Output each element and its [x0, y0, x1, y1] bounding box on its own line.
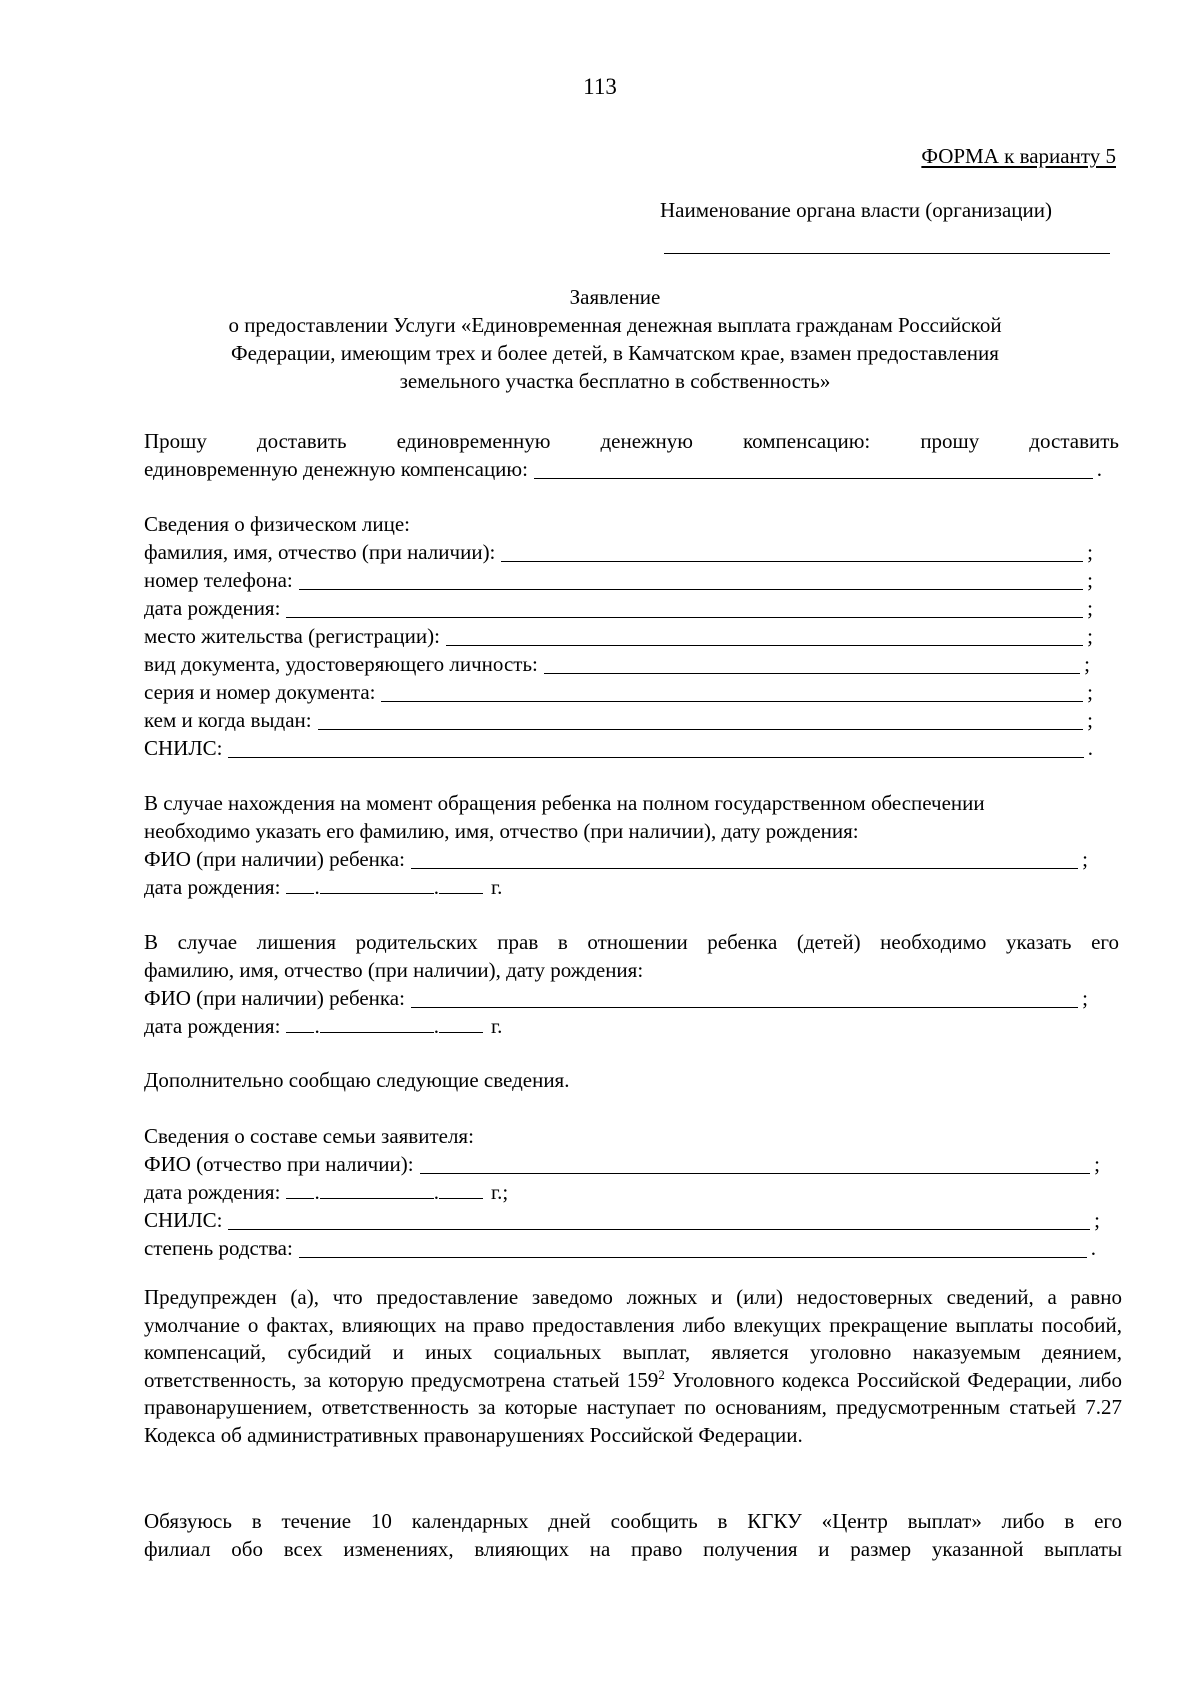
- field-end: ;: [1087, 568, 1093, 592]
- person-heading: Сведения о физическом лице:: [144, 512, 410, 536]
- request-line-2: [144, 455, 1102, 483]
- field-end: ;: [1084, 652, 1090, 676]
- request-section: [144, 427, 1119, 483]
- child-fio-input[interactable]: [411, 987, 1078, 1008]
- form-variant-label: ФОРМА к варианту 5: [921, 144, 1116, 168]
- year-suffix: г.;: [490, 1180, 509, 1204]
- additional-info-text: Дополнительно сообщаю следующие сведения.: [144, 1068, 570, 1092]
- year-suffix: г.: [490, 875, 503, 899]
- person-field-birthdate: [144, 594, 1093, 622]
- person-field-id-type: [144, 650, 1090, 678]
- family-section: [144, 1122, 1119, 1262]
- request-line-1: Прошу доставить единовременную денежную компенсацию: прошу доставить: [144, 429, 1119, 453]
- birth-month-input[interactable]: [320, 1178, 434, 1199]
- birth-month-input[interactable]: [320, 873, 434, 894]
- birth-year-input[interactable]: [439, 1012, 483, 1033]
- obligation-line-1: Обязуюсь в течение 10 календарных дней сообщить в КГКУ «Центр выплат» либо в его: [144, 1509, 1122, 1533]
- title-line-1: Заявление: [569, 285, 661, 309]
- field-end: ;: [1082, 986, 1088, 1010]
- person-field-issued-by: [144, 706, 1093, 734]
- field-label: дата рождения:: [144, 596, 281, 620]
- family-heading: Сведения о составе семьи заявителя:: [144, 1124, 474, 1148]
- field-label: ФИО (при наличии) ребенка:: [144, 986, 405, 1010]
- field-label: серия и номер документа:: [144, 680, 376, 704]
- deprivation-line-1: В случае лишения родительских прав в отношении ребенка (детей) необходимо указать его: [144, 930, 1119, 954]
- doc-number-input[interactable]: [381, 681, 1083, 702]
- field-end: ;: [1087, 540, 1093, 564]
- request-label: единовременную денежную компенсацию:: [144, 457, 528, 481]
- fio-input[interactable]: [501, 541, 1083, 562]
- field-end: ;: [1094, 1208, 1100, 1232]
- deprivation-line-2: фамилию, имя, отчество (при наличии), дату рождения:: [144, 958, 644, 982]
- child-fio-input[interactable]: [411, 848, 1078, 869]
- warning-text-after: Уголовного кодекса Российской Федерации, либо правонарушением, ответственность за которые наступает по основаниям, предусмотренным статьей 7.27 Кодекса об административных правонарушениях Российской Федерации.: [144, 1367, 1122, 1447]
- year-suffix: г.: [490, 1014, 503, 1038]
- title-line-3: Федерации, имеющим трех и более детей, в Камчатском крае, взамен предоставления: [231, 341, 999, 365]
- field-end: ;: [1087, 708, 1093, 732]
- person-section: [144, 510, 1119, 762]
- field-label: ФИО (отчество при наличии):: [144, 1152, 414, 1176]
- obligation-line-2: филиал обо всех изменениях, влияющих на право получения и размер указанной выплаты: [144, 1537, 1122, 1561]
- field-label: ФИО (при наличии) ребенка:: [144, 847, 405, 871]
- field-label: дата рождения:: [144, 1180, 281, 1204]
- additional-info: [144, 1066, 1119, 1094]
- field-label: СНИЛС:: [144, 736, 223, 760]
- field-label: номер телефона:: [144, 568, 293, 592]
- phone-input[interactable]: [299, 569, 1083, 590]
- application-title: [150, 283, 1080, 395]
- field-end: ;: [1082, 847, 1088, 871]
- field-end: ;: [1087, 680, 1093, 704]
- family-fio-input[interactable]: [420, 1153, 1091, 1174]
- birth-month-input[interactable]: [320, 1012, 434, 1033]
- warning-text-before: Предупрежден (а), что предоставление заведомо ложных и (или) недостоверных сведений, а равно умолчание о фактах, влияющих на право предоставления либо влекущих прекращение выплаты пособий, компенсаций, субсидий и иных социальных выплат, является уголовно наказуемым деянием, ответственность, за которую предусмотрена статьей 159: [144, 1285, 1122, 1392]
- birth-year-input[interactable]: [439, 1178, 483, 1199]
- issued-by-input[interactable]: [318, 709, 1084, 730]
- title-line-4: земельного участка бесплатно в собственность»: [399, 369, 831, 393]
- person-field-doc-number: [144, 678, 1093, 706]
- field-label: вид документа, удостоверяющего личность:: [144, 652, 538, 676]
- person-field-residence: [144, 622, 1093, 650]
- field-label: дата рождения:: [144, 1014, 281, 1038]
- organization-label: Наименование органа власти (организации): [660, 198, 1052, 222]
- state-care-child-fio: [144, 845, 1088, 873]
- field-label: фамилия, имя, отчество (при наличии):: [144, 540, 496, 564]
- person-field-phone: [144, 566, 1093, 594]
- field-label: СНИЛС:: [144, 1208, 223, 1232]
- field-end: ;: [1087, 624, 1093, 648]
- warning-superscript: 2: [658, 1366, 665, 1382]
- family-fio: [144, 1150, 1100, 1178]
- residence-input[interactable]: [446, 625, 1083, 646]
- birthdate-input[interactable]: [286, 597, 1083, 618]
- field-end: .: [1090, 1236, 1096, 1260]
- title-line-2: о предоставлении Услуги «Единовременная денежная выплата гражданам Российской: [228, 313, 1002, 337]
- state-care-line-1: В случае нахождения на момент обращения ребенка на полном государственном обеспечении: [144, 791, 985, 815]
- family-kinship: [144, 1234, 1096, 1262]
- field-end: ;: [1087, 596, 1093, 620]
- organization-name-field[interactable]: [664, 253, 1110, 254]
- field-label: кем и когда выдан:: [144, 708, 312, 732]
- deprivation-birthdate: дата рождения: . . г.: [144, 1014, 503, 1038]
- compensation-field[interactable]: [534, 458, 1093, 479]
- kinship-input[interactable]: [299, 1237, 1087, 1258]
- state-care-line-2: необходимо указать его фамилию, имя, отчество (при наличии), дату рождения:: [144, 819, 859, 843]
- family-snils-input[interactable]: [228, 1209, 1090, 1230]
- birth-day-input[interactable]: [286, 873, 314, 894]
- field-label: дата рождения:: [144, 875, 281, 899]
- deprivation-section: [144, 928, 1119, 1040]
- request-end: .: [1096, 457, 1102, 481]
- state-care-section: [144, 789, 1119, 901]
- person-field-fio: [144, 538, 1093, 566]
- page-number: 113: [583, 74, 617, 99]
- family-birthdate: дата рождения: . . г.;: [144, 1180, 509, 1204]
- id-type-input[interactable]: [544, 653, 1080, 674]
- warning-paragraph: [144, 1284, 1122, 1449]
- birth-day-input[interactable]: [286, 1178, 314, 1199]
- field-end: .: [1087, 736, 1093, 760]
- family-snils: [144, 1206, 1100, 1234]
- field-label: степень родства:: [144, 1236, 293, 1260]
- field-end: ;: [1094, 1152, 1100, 1176]
- birth-day-input[interactable]: [286, 1012, 314, 1033]
- state-care-birthdate: дата рождения: . . г.: [144, 875, 503, 899]
- field-label: место жительства (регистрации):: [144, 624, 440, 648]
- deprivation-child-fio: [144, 984, 1088, 1012]
- obligation-paragraph: [144, 1507, 1122, 1563]
- snils-input[interactable]: [228, 737, 1083, 758]
- person-field-snils: [144, 734, 1093, 762]
- birth-year-input[interactable]: [439, 873, 483, 894]
- person-fields: [144, 538, 1119, 762]
